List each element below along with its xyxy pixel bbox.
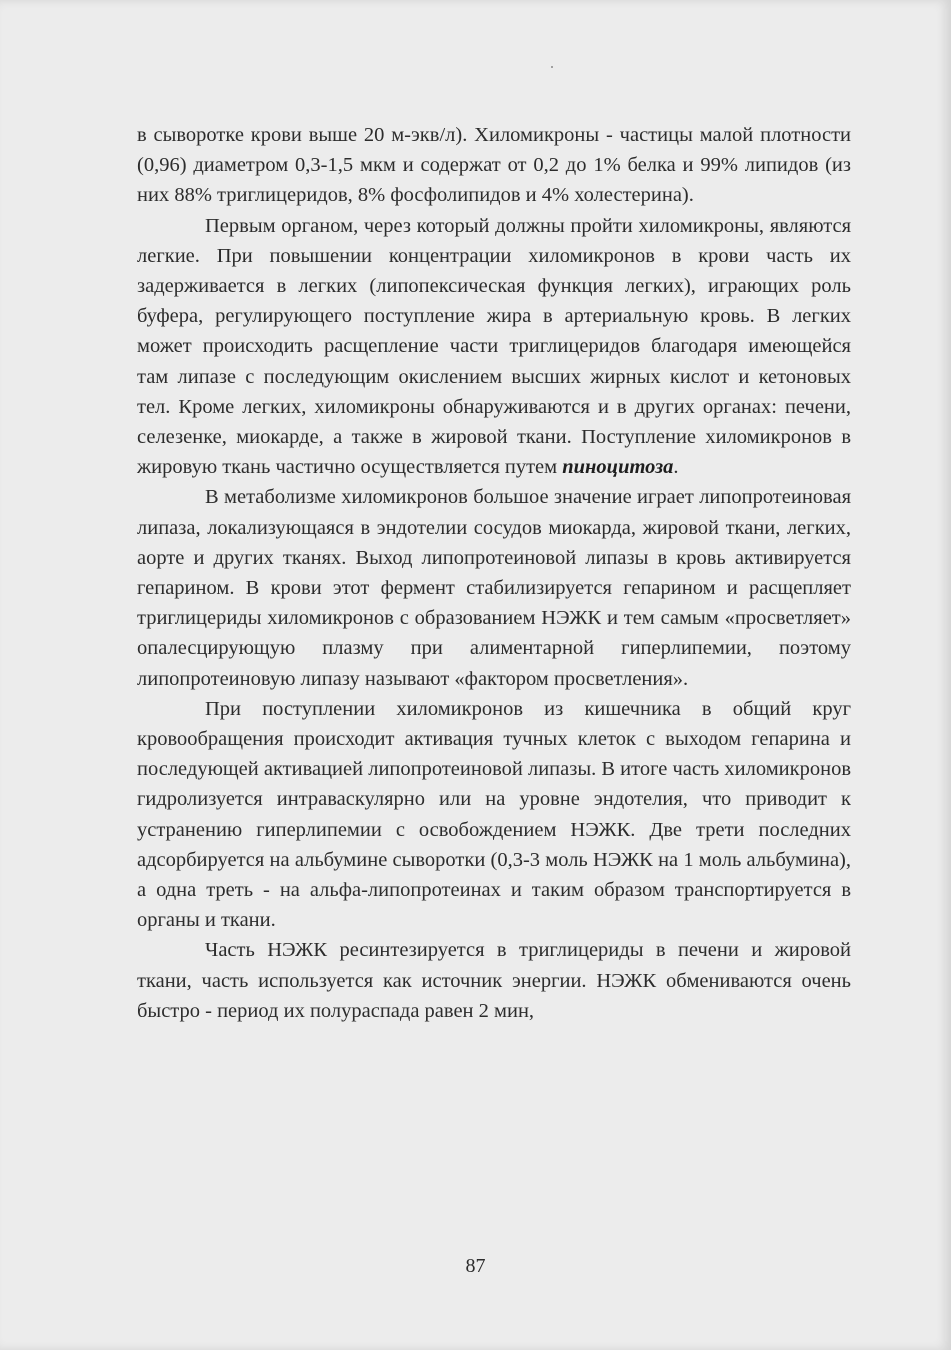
body-text [137,120,851,1026]
paragraph-5: Часть НЭЖК ресинтезируется в триглицериды в печени и жировой ткани, часть используется как источник энергии. НЭЖК обмениваются очень быстро - период их полураспада равен 2 мин, [137,939,851,1022]
scan-speck [551,66,553,68]
paragraph-3: В метаболизме хиломикронов большое значение играет липопротеиновая липаза, локализующаяся в эндотелии сосудов миокарда, жировой ткани, легких, аорте и других тканях. Выход липопротеиновой липазы в кровь активируется гепарином. В крови этот фермент стабилизируется гепарином и расщепляет триглицериды хиломикронов с образованием НЭЖК и тем самым «просветляет» опалесцирующую плазму при алиментарной гиперлипемии, поэтому липопротеиновую липазу называют «фактором просветления». [137,486,851,690]
paragraph-1: в сыворотке крови выше 20 м-экв/л). Хиломикроны - частицы малой плотности (0,96) диаметром 0,3-1,5 мкм и содержат от 0,2 до 1% белка и 99% липидов (из них 88% триглицеридов, 8% фосфолипидов и 4% холестерина). [137,124,851,207]
paragraph-2-text: Первым органом, через который должны пройти хиломикроны, являются легкие. При повышении концентрации хиломикронов в крови часть их задерживается в легких (липопексическая функция легких), играющих роль буфера, регулирующего поступление жира в артериальную кровь. В легких может происходить расщепление части триглицеридов благодаря имеющейся там липазе с последующим окислением высших жирных кислот и кетоновых тел. Кроме легких, хиломикроны обнаруживаются и в других органах: печени, селезенке, миокарде, а также в жировой ткани. Поступление хиломикронов в жировую ткань частично осуществляется путем [137,214,851,479]
paragraph-2-end: . [673,456,679,479]
paragraph-4: При поступлении хиломикронов из кишечника в общий круг кровообращения происходит активация тучных клеток с выходом гепарина и последующей активацией липопротеиновой липазы. В итоге часть хиломикронов гидролизуется интраваскулярно или на уровне эндотелия, что приводит к устранению гиперлипемии с освобождением НЭЖК. Две трети последних адсорбируется на альбумине сыворотки (0,3-3 моль НЭЖК на 1 моль альбумина), а одна треть - на альфа-липопротеинах и таким образом транспортируется в органы и ткани. [137,697,851,932]
page-number: 87 [465,1255,486,1277]
paragraph-2 [137,211,851,483]
emphasis-term: пиноцитоза [562,456,674,479]
